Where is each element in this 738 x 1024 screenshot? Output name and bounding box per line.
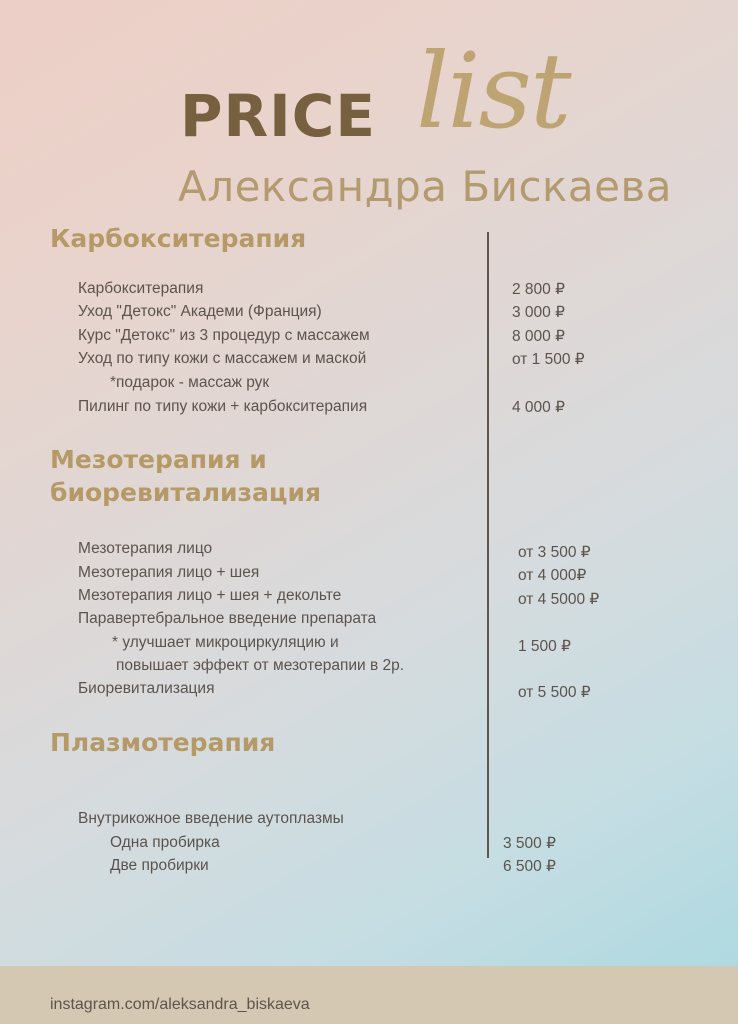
list-item-label: Уход по типу кожи с массажем и маской — [78, 350, 367, 367]
list-item-label: Мезотерапия лицо — [78, 540, 213, 557]
list-item-price: от 5 500 ₽ — [518, 684, 591, 701]
list-item-note: повышает эффект от мезотерапии в 2р. — [116, 657, 405, 674]
list-item-price: 4 000 ₽ — [512, 399, 565, 416]
section-title-carboxytherapy: Карбокситерапия — [50, 224, 307, 253]
list-item-label: Курс "Детокс" из 3 процедур с массажем — [78, 327, 370, 344]
list-item-price: 3 000 ₽ — [512, 304, 565, 321]
instagram-link[interactable]: instagram.com/aleksandra_biskaeva — [50, 996, 310, 1013]
list-item-price: 2 800 ₽ — [512, 281, 565, 298]
list-item-label: Карбокситерапия — [78, 280, 204, 297]
list-item-price: от 4 5000 ₽ — [518, 591, 600, 608]
list-item-label: Пилинг по типу кожи + карбокситерапия — [78, 398, 368, 415]
list-item-price: от 1 500 ₽ — [512, 351, 585, 368]
specialist-name: Александра Бискаева — [178, 162, 672, 211]
list-item-price: 1 500 ₽ — [518, 638, 571, 655]
list-item-price: 8 000 ₽ — [512, 328, 565, 345]
section-title-plasmotherapy: Плазмотерапия — [50, 728, 276, 757]
list-item-label: Мезотерапия лицо + шея + декольте — [78, 587, 342, 604]
list-item-label: Внутрикожное введение аутоплазмы — [78, 810, 344, 827]
list-item-label: Паравертебральное введение препарата — [78, 610, 377, 627]
list-item-label: Две пробирки — [110, 857, 209, 874]
section-title-mesotherapy-line2: биоревитализация — [50, 478, 322, 507]
list-item-label: Одна пробирка — [110, 834, 220, 851]
list-item-price: от 3 500 ₽ — [518, 544, 591, 561]
list-item-note: * улучшает микроциркуляцию и — [112, 634, 339, 651]
title-price-word: PRICE — [180, 82, 376, 150]
vertical-divider — [487, 232, 489, 858]
list-item-price: 3 500 ₽ — [503, 835, 556, 852]
list-item-label: Уход "Детокс" Академи (Франция) — [78, 303, 322, 320]
title-list-word: list — [416, 30, 570, 152]
list-item-label: Мезотерапия лицо + шея — [78, 564, 260, 581]
section-title-mesotherapy-line1: Мезотерапия и — [50, 445, 267, 474]
list-item-note: *подарок - массаж рук — [110, 374, 270, 391]
list-item-price: от 4 000₽ — [518, 567, 587, 584]
footer-bar — [0, 966, 738, 1024]
list-item-label: Биоревитализация — [78, 680, 215, 697]
list-item-price: 6 500 ₽ — [503, 858, 556, 875]
